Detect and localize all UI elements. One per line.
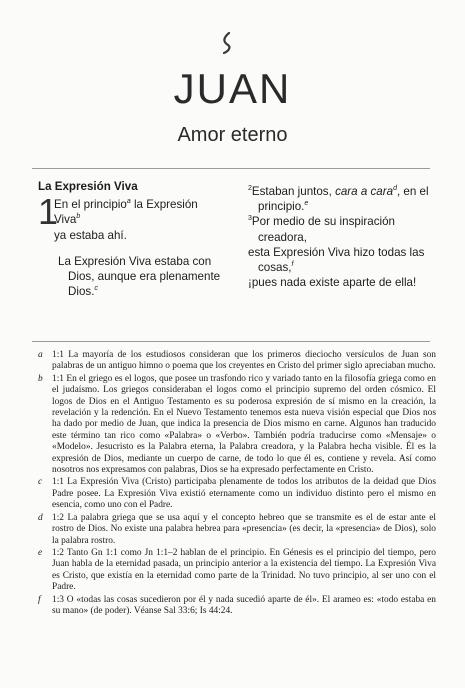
verse-1-continued	[38, 254, 223, 300]
book-title: JUAN	[173, 65, 292, 112]
footnote-marker[interactable]: d	[393, 185, 397, 193]
footnote-letter: e	[38, 547, 43, 558]
verse-number: 3	[248, 215, 252, 223]
footnote-letter: a	[38, 350, 43, 360]
footnote-text: 1:2 Tanto Gn 1:1 como Jn 1:1–2 hablan de el principio. En Génesis es el principio del tiempo, pero Juan habla de la eternidad pasada, un principio anterior a la existencia del tiempo. La Expresión Viva es Cristo, que existía en la eternidad como parte de la Trinidad. No tuvo principio, al ser uno con el Padre.	[52, 547, 436, 593]
verse-line: creadora,	[258, 230, 307, 244]
verse-1	[38, 191, 223, 243]
footnote-divider	[32, 341, 430, 342]
footnote-text: 1:2 La palabra griega que se usa aquí y el concepto hebreo que se transmite es el de estar ante el rostro de Dios. No existe una palabra hebrea para «presencia» (es decir, la «presencia» de Dios), solo la palabra rostro.	[52, 512, 436, 546]
footnote-letter: d	[38, 512, 43, 523]
footnote	[38, 595, 436, 618]
footnote-letter: c	[38, 477, 43, 488]
verse-line: cosas,$^f$	[258, 261, 294, 275]
footnote-marker[interactable]: b	[76, 213, 81, 221]
verse-line: principio.$^e$	[258, 200, 309, 214]
footnote-text: 1:1 En el griego es el logos, que posee un trasfondo rico y variado tanto en la filosofía griega como en el judaísmo. Los griegos consideraban el logos como el principio supremo del orden cósmico. El logos de Dios en el Antiguo Testamento es su poderosa expresión de sí mismo en la creación, la revelación y la redención. En el Nuevo Testamento tenemos esta nueva visión especial que Dios nos ha dado por medio de Juan, que indica la presencia de Dios mismo en carne. Algunos han traducido este término tan rico como «Palabra» o «Verbo». También podría traducirse como «Mensaje» o «Modelo». Jesucristo es la Palabra eterna, la Palabra creadora, y la Palabra hecha visible. Él es la expresión de Dios, mediante un cuerpo de carne, de todo lo que él es, contiene y revela. Así como nosotros nos expresamos con palabras, Dios se ha expresado perfectamente en Cristo.	[52, 373, 436, 476]
footnote-text: 1:1 La Expresión Viva (Cristo) participaba plenamente de todos los atributos de la deidad que Dios Padre posee. La Expresión Viva existió eternamente como un individuo distinto pero el mismo en esencia, como uno con el Padre.	[52, 477, 436, 511]
verse-line: Dios, aunque era plenamente	[68, 270, 221, 284]
footnote	[38, 477, 436, 511]
footnote-text: 1:3 O «todas las cosas sucedieron por él y nada sucedió aparte de él». El arameo es: «todo estaba en su mano» (de poder). Véanse Sal 33:6; Is 44:24.	[52, 594, 436, 616]
flourish-ornament-icon	[221, 32, 233, 54]
verse-line: ya estaba ahí.	[54, 228, 127, 242]
book-subtitle: Amor eterno	[177, 124, 288, 146]
header-divider	[32, 168, 430, 169]
chapter-number: 1	[38, 191, 59, 233]
passage-left-column	[38, 179, 223, 299]
footnote	[38, 374, 436, 477]
verse-2: $^2$Estaban juntos, cara a cara$^d$, en el	[248, 185, 429, 198]
verse-3: $^3$Por medio de su inspiración	[248, 215, 395, 229]
verse-line: Dios.$^c$	[68, 285, 98, 299]
verse-line: ¡pues nada existe aparte de ella!	[248, 276, 417, 290]
footnote	[38, 350, 436, 373]
verse-line: En el principio$^a$ la Expresión Viva$^b$	[54, 198, 198, 227]
footnote-marker[interactable]: f	[291, 261, 294, 269]
footnote-letter: f	[38, 594, 41, 605]
section-heading: La Expresión Viva	[38, 180, 138, 193]
passage-right-column	[248, 184, 433, 290]
footnote-marker[interactable]: e	[304, 200, 309, 208]
footnote-marker[interactable]: a	[126, 198, 131, 206]
verse-number: 2	[248, 185, 252, 193]
footnote-marker[interactable]: c	[94, 285, 98, 293]
footnote	[38, 513, 436, 547]
footnote-letter: b	[38, 373, 43, 384]
footnotes-list	[38, 350, 436, 618]
verse-line: La Expresión Viva estaba con	[58, 254, 212, 268]
verse-line: esta Expresión Viva hizo todas las	[248, 245, 425, 259]
footnote	[38, 548, 436, 594]
footnote-text: 1:1 La mayoría de los estudiosos consideran que los primeros dieciocho versículos de Juan son palabras de un antiguo himno o poema que los creyentes en Cristo del primer siglo apreciaban mucho.	[52, 350, 436, 372]
